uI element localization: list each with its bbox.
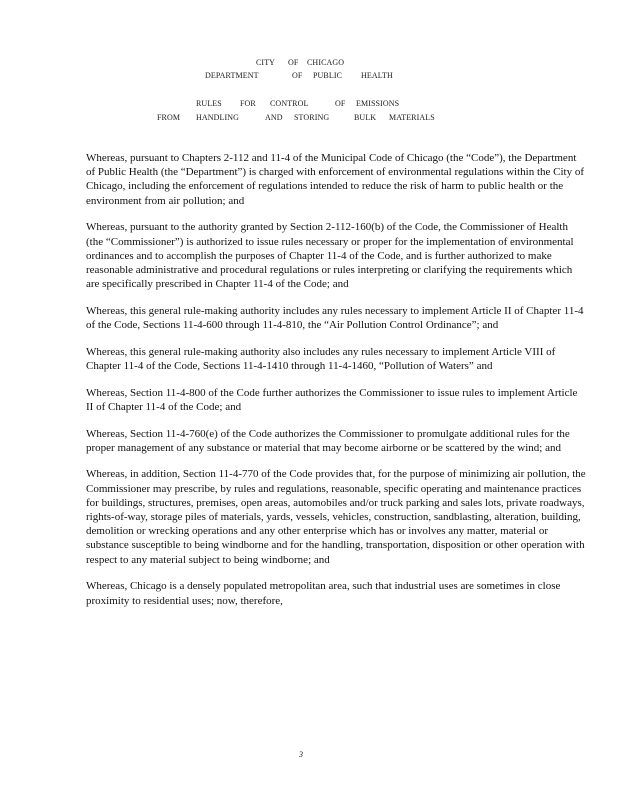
header-word-department: DEPARTMENT: [205, 71, 259, 80]
header-word-from: FROM: [157, 113, 181, 122]
header-word-health: HEALTH: [361, 71, 393, 80]
header-word-public: PUBLIC: [313, 71, 343, 80]
page-number: 3: [299, 750, 303, 759]
whereas-paragraph-5: Whereas, Section 11-4-800 of the Code further authorizes the Commissioner to issue rules to implement Article II of Chapter 11-4 of the Code; and: [86, 386, 578, 413]
header-word-city: CITY: [256, 58, 276, 67]
document-body: [86, 151, 586, 620]
whereas-paragraph-2: Whereas, pursuant to the authority granted by Section 2-112-160(b) of the Code, the Commissioner of Health (the “Commissioner”) is authorized to issue rules necessary or proper for the implementation of environmental ordinances and to accomplish the purposes of Chapter 11-4 of the Code, and is further authorized to make reasonable administrative and procedural regulations or rules interpreting or clarifying the requirements which are specifically prescribed in Chapter 11-4 of the Code; and: [86, 221, 574, 291]
whereas-paragraph-1: Whereas, pursuant to Chapters 2-112 and 11-4 of the Municipal Code of Chicago (the “Code”), the Department of Public Health (the “Department”) is charged with enforcement of environmental regulations within the City of Chicago, including the enforcement of regulations intended to reduce the risk of harm to public health or the environment from air pollution; and: [86, 152, 585, 207]
header-word-of: OF: [288, 58, 299, 67]
header-word-storing: STORING: [294, 113, 330, 122]
whereas-paragraph-4: Whereas, this general rule-making authority also includes any rules necessary to implement Article VIII of Chapter 11-4 of the Code, Sections 11-4-1410 through 11-4-1460, “Pollution of Waters” and: [86, 345, 556, 372]
header-word-bulk: BULK: [354, 113, 377, 122]
header-word-control: CONTROL: [270, 99, 309, 108]
whereas-paragraph-6: Whereas, Section 11-4-760(e) of the Code authorizes the Commissioner to promulgate additional rules for the proper management of any substance or material that may become airborne or be scattered by the wind; and: [86, 427, 570, 454]
header-word-emissions: EMISSIONS: [356, 99, 400, 108]
header-word-for: FOR: [240, 99, 256, 108]
header-word-and: AND: [265, 113, 283, 122]
header-word-handling: HANDLING: [196, 113, 240, 122]
header-word-rules: RULES: [196, 99, 222, 108]
header-word-materials: MATERIALS: [389, 113, 435, 122]
header-word-of: OF: [292, 71, 303, 80]
header-word-of: OF: [335, 99, 346, 108]
whereas-paragraph-8: Whereas, Chicago is a densely populated metropolitan area, such that industrial uses are sometimes in close proximity to residential uses; now, therefore,: [86, 580, 561, 607]
header-word-chicago: CHICAGO: [307, 58, 345, 67]
whereas-paragraph-3: Whereas, this general rule-making authority includes any rules necessary to implement Article II of Chapter 11-4 of the Code, Sections 11-4-600 through 11-4-810, the “Air Pollution Control Ordinance”; and: [86, 304, 584, 332]
whereas-paragraph-7: Whereas, in addition, Section 11-4-770 of the Code provides that, for the purpose of minimizing air pollution, the Commissioner may prescribe, by rules and regulations, reasonable, specific operating and maintenance practices for buildings, structures, premises, open areas, automobiles and/or truck parking and sales lots, private roadways, rights-of-way, storage piles of materials, yards, vessels, vehicles, construction, sandblasting, alteration, building, demolition or wrecking operations and any other enterprise which has or involves any matter, material or substance susceptible to being windborne and for the handling, transportation, disposition or other operation with respect to any material subject to being windborne; and: [86, 468, 586, 566]
